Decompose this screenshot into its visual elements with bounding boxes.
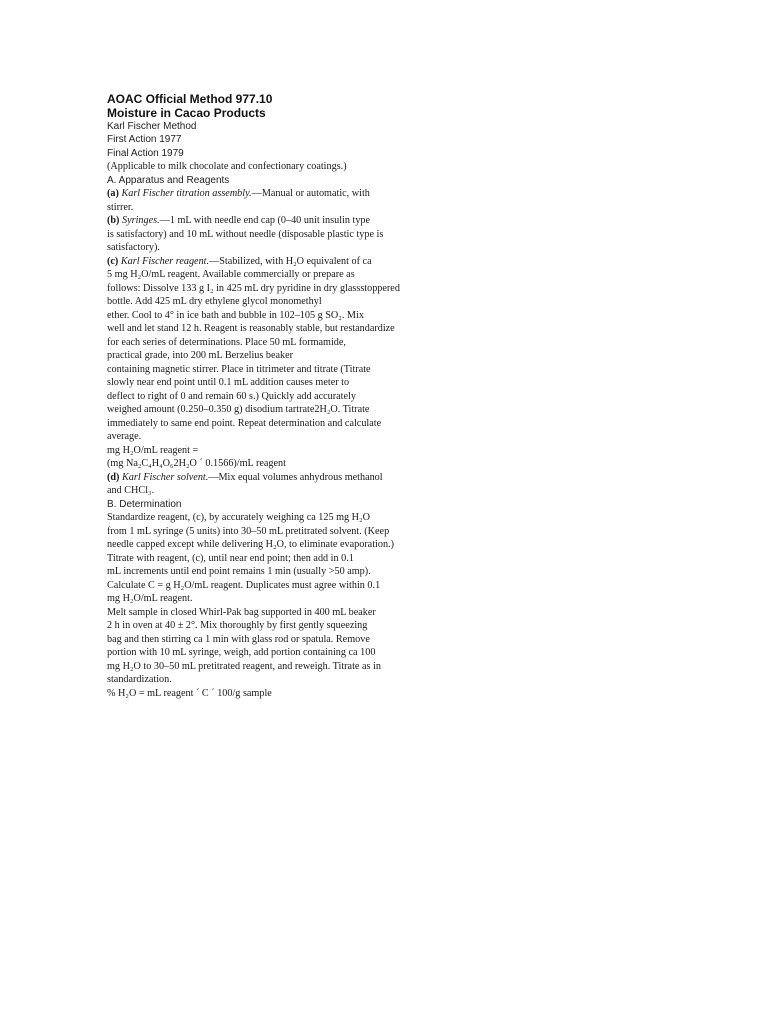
section-b-line: 2 h in oven at 40 ± 2°. Mix thoroughly by first gently squeezing — [107, 620, 368, 632]
item-c-line: for each series of determinations. Place 50 mL formamide, — [107, 336, 346, 348]
item-a — [107, 187, 432, 201]
first-action: First Action 1977 — [107, 134, 182, 146]
item-a-text-cont: stirrer. — [107, 201, 134, 213]
method-subject-title: Moisture in Cacao Products — [107, 106, 266, 120]
item-c-line: bottle. Add 425 mL dry ethylene glycol monomethyl — [107, 296, 322, 308]
item-c-line: slowly near end point until 0.1 mL addition causes meter to — [107, 377, 350, 389]
applicability-note: (Applicable to milk chocolate and confectionary coatings.) — [107, 161, 347, 173]
section-b-line: standardization. — [107, 674, 172, 686]
section-b-line: bag and then stirring ca 1 min with glass rod or spatula. Remove — [107, 633, 370, 645]
section-b-line: Calculate C = g H₂O/mL reagent. Duplicates must agree within 0.1 — [107, 579, 381, 591]
item-d-title: Karl Fischer solvent. — [122, 471, 209, 483]
item-c-line: average. — [107, 431, 142, 443]
section-b-line: mg H₂O to 30–50 mL pretitrated reagent, and reweigh. Titrate as in — [107, 660, 381, 672]
item-c-line: practical grade, into 200 mL Berzelius beaker — [107, 350, 294, 362]
section-b-line: mg H₂O/mL reagent. — [107, 593, 193, 605]
item-c-line: deflect to right of 0 and remain 60 s.) Quickly add accurately — [107, 390, 356, 402]
item-c-title: Karl Fischer reagent. — [120, 255, 210, 267]
item-c — [107, 255, 432, 269]
section-b-line: needle capped except while delivering H₂O, to eliminate evaporation.) — [107, 539, 394, 551]
item-c-line: weighed amount (0.250–0.350 g) disodium tartrate2H₂O. Titrate — [107, 404, 370, 416]
section-b-line: mL increments until end point remains 1 min (usually >50 amp). — [107, 566, 371, 578]
item-d-label: (d) — [107, 471, 120, 483]
item-c-label: (c) — [107, 255, 119, 267]
method-name: Karl Fischer Method — [107, 121, 197, 132]
item-b — [107, 214, 432, 228]
item-c-line: 5 mg H₂O/mL reagent. Available commercially or prepare as — [107, 269, 355, 281]
section-b-line: from 1 mL syringe (5 units) into 30–50 mL pretitrated solvent. (Keep — [107, 525, 390, 537]
result-formula: % H₂O = mL reagent ´ C ´ 100/g sample — [107, 687, 272, 699]
item-b-title: Syringes. — [122, 215, 160, 227]
section-b-line: Titrate with reagent, (c), until near end point; then add in 0.1 — [107, 552, 354, 564]
method-number-title: AOAC Official Method 977.10 — [107, 92, 273, 106]
item-d-text-cont: and CHCl₃. — [107, 485, 155, 497]
item-d-text: —Mix equal volumes anhydrous methanol — [208, 471, 383, 483]
item-c-line: follows: Dissolve 133 g I₂ in 425 mL dry pyridine in dry glassstoppered — [107, 282, 400, 294]
formula-line: (mg Na₂C₄H₄O₆2H₂O ´ 0.1566)/mL reagent — [107, 458, 286, 470]
item-c-line: well and let stand 12 h. Reagent is reasonably stable, but restandardize — [107, 323, 395, 335]
item-c-line: containing magnetic stirrer. Place in titrimeter and titrate (Titrate — [107, 363, 371, 375]
item-b-text-cont: is satisfactory) and 10 mL without needle (disposable plastic type is — [107, 228, 384, 240]
item-b-text: —1 mL with needle end cap (0–40 unit insulin type — [159, 215, 371, 227]
section-b-heading: B. Determination — [107, 498, 182, 510]
section-b-line: Melt sample in closed Whirl-Pak bag supported in 400 mL beaker — [107, 606, 376, 618]
section-b-line: Standardize reagent, (c), by accurately weighing ca 125 mg H₂O — [107, 512, 370, 524]
item-c-text: —Stabilized, with H₂O equivalent of ca — [209, 255, 372, 267]
item-c-line: ether. Cool to 4° in ice bath and bubble in 102–105 g SO₂. Mix — [107, 309, 364, 321]
item-a-title: Karl Fischer titration assembly. — [121, 188, 252, 200]
item-a-label: (a) — [107, 188, 119, 200]
document-body — [107, 92, 432, 700]
item-a-text: —Manual or automatic, with — [251, 188, 370, 200]
section-b-line: portion with 10 mL syringe, weigh, add portion containing ca 100 — [107, 647, 376, 659]
item-d — [107, 471, 432, 485]
final-action: Final Action 1979 — [107, 147, 184, 159]
item-c-line: immediately to same end point. Repeat determination and calculate — [107, 417, 382, 429]
item-b-label: (b) — [107, 215, 120, 227]
section-a-heading: A. Apparatus and Reagents — [107, 174, 230, 186]
item-b-text-cont: satisfactory). — [107, 242, 160, 254]
formula-line: mg H₂O/mL reagent = — [107, 444, 199, 456]
